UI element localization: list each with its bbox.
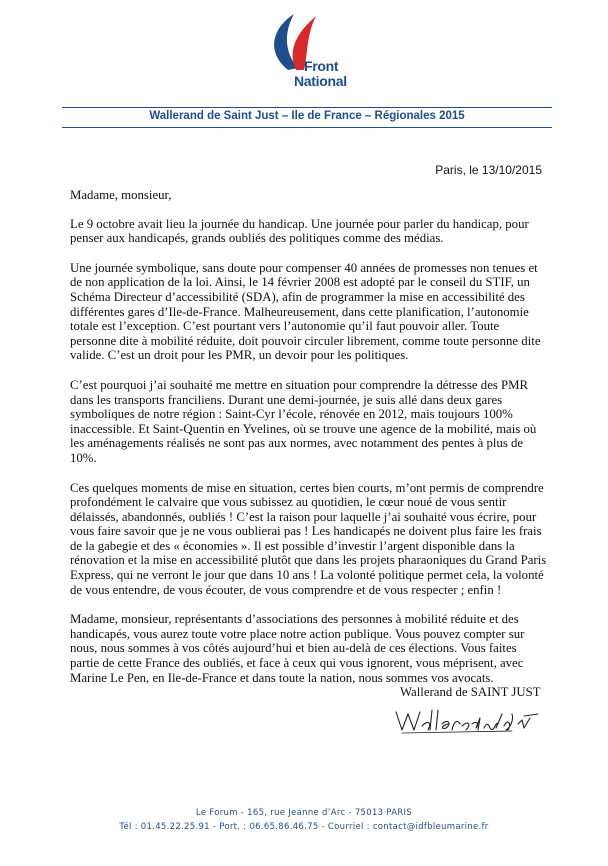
handwritten-signature bbox=[392, 702, 542, 736]
signatory-name: Wallerand de SAINT JUST bbox=[400, 685, 541, 699]
paragraph: C’est pourquoi j’ai souhaité me mettre en situation pour comprendre la détresse des PMR dans les transports franciliens. Durant une demi-journée, je suis allé dans deux gares symboliques de notre région : Saint-Cyr l’école, rénovée en 2012, mais toujours 100% inaccessible. Et Saint-Quentin en Yvelines, où se trouve une agence de la mobilité, mais où les aménagements réalisés ne sont pas aux normes, avec notamment des pentes à plus de 10%. bbox=[70, 377, 537, 465]
logo-line-front: Front bbox=[304, 58, 339, 74]
salutation: Madame, monsieur, bbox=[70, 188, 172, 202]
footer bbox=[0, 806, 608, 834]
header-title: Wallerand de Saint Just – Ile de France – Régionales 2015 bbox=[149, 110, 465, 122]
header-rule-bottom bbox=[62, 127, 552, 128]
footer-contacts: Tél : 01.45.22.25.91 - Port. : 06.65.86.46.75 - Courriel : contact@idfbleumarine.fr bbox=[119, 822, 489, 832]
letter-body bbox=[70, 188, 548, 700]
paragraph: Une journée symbolique, sans doute pour compenser 40 années de promesses non tenues et de non application de la loi. Ainsi, le 14 février 2008 est adopté par le conseil du STIF, un Schéma Directeur d’accessibilité (SDA), afin de programmer la mise en accessibilité des différentes gares d’Ile-de-France. Malheureusement, dans cette planification, l’autonomie totale est l’exception. C’est pourtant vers l’autonomie qu’il faut pouvoir aller. Toute personne dite à mobilité réduite, doit pouvoir circuler librement, comme toute personne dite valide. C’est un droit pour les PMR, un devoir pour les politiques. bbox=[70, 260, 541, 363]
paragraph: Madame, monsieur, représentants d’associations des personnes à mobilité réduite et des handicapés, vous aurez toute votre place notre action publique. Vous pouvez compter sur nous, nous sommes à vos côtés aujourd’hui et bien au-delà de ces élections. Vous faites partie de cette France des oubliés, et face à ceux qui vous ignorent, vous méprisent, avec Marine Le Pen, en Ile-de-France et dans toute la nation, nous sommes vos avocats. bbox=[70, 612, 525, 685]
logo-line-national: National bbox=[294, 73, 347, 89]
front-national-logo bbox=[258, 12, 368, 98]
letter-date: Paris, le 13/10/2015 bbox=[435, 163, 542, 177]
header-rule-top bbox=[62, 107, 552, 108]
paragraph: Le 9 octobre avait lieu la journée du handicap. Une journée pour parler du handicap, pour penser aux handicapés, grands oubliés des politiques comme des médias. bbox=[70, 216, 529, 246]
paragraph: Ces quelques moments de mise en situation, certes bien courts, m’ont permis de comprendre profondément le calvaire que vous subissez au quotidien, le cœur noué de vous sentir délaissés, abandonnés, oubliés ! C’est la raison pour laquelle j’ai souhaité vous écrire, pour vous faire savoir que je ne vous oublierai pas ! Les handicapés ne doivent plus faire les frais de la gabegie et des « économies ». Il est possible d’investir l’argent disponible dans la rénovation et la mise en accessibilité plutôt que dans les projets pharaoniques du Grand Paris Express, qui ne verront le jour que dans 10 ans ! La volonté politique permet cela, la volonté de vous entendre, de vous écouter, de vous comprendre et de vous respecter ; enfin ! bbox=[70, 480, 547, 597]
logo-wordmark bbox=[294, 59, 347, 89]
footer-address: Le Forum - 165, rue Jeanne d’Arc - 75013 PARIS bbox=[195, 808, 413, 818]
